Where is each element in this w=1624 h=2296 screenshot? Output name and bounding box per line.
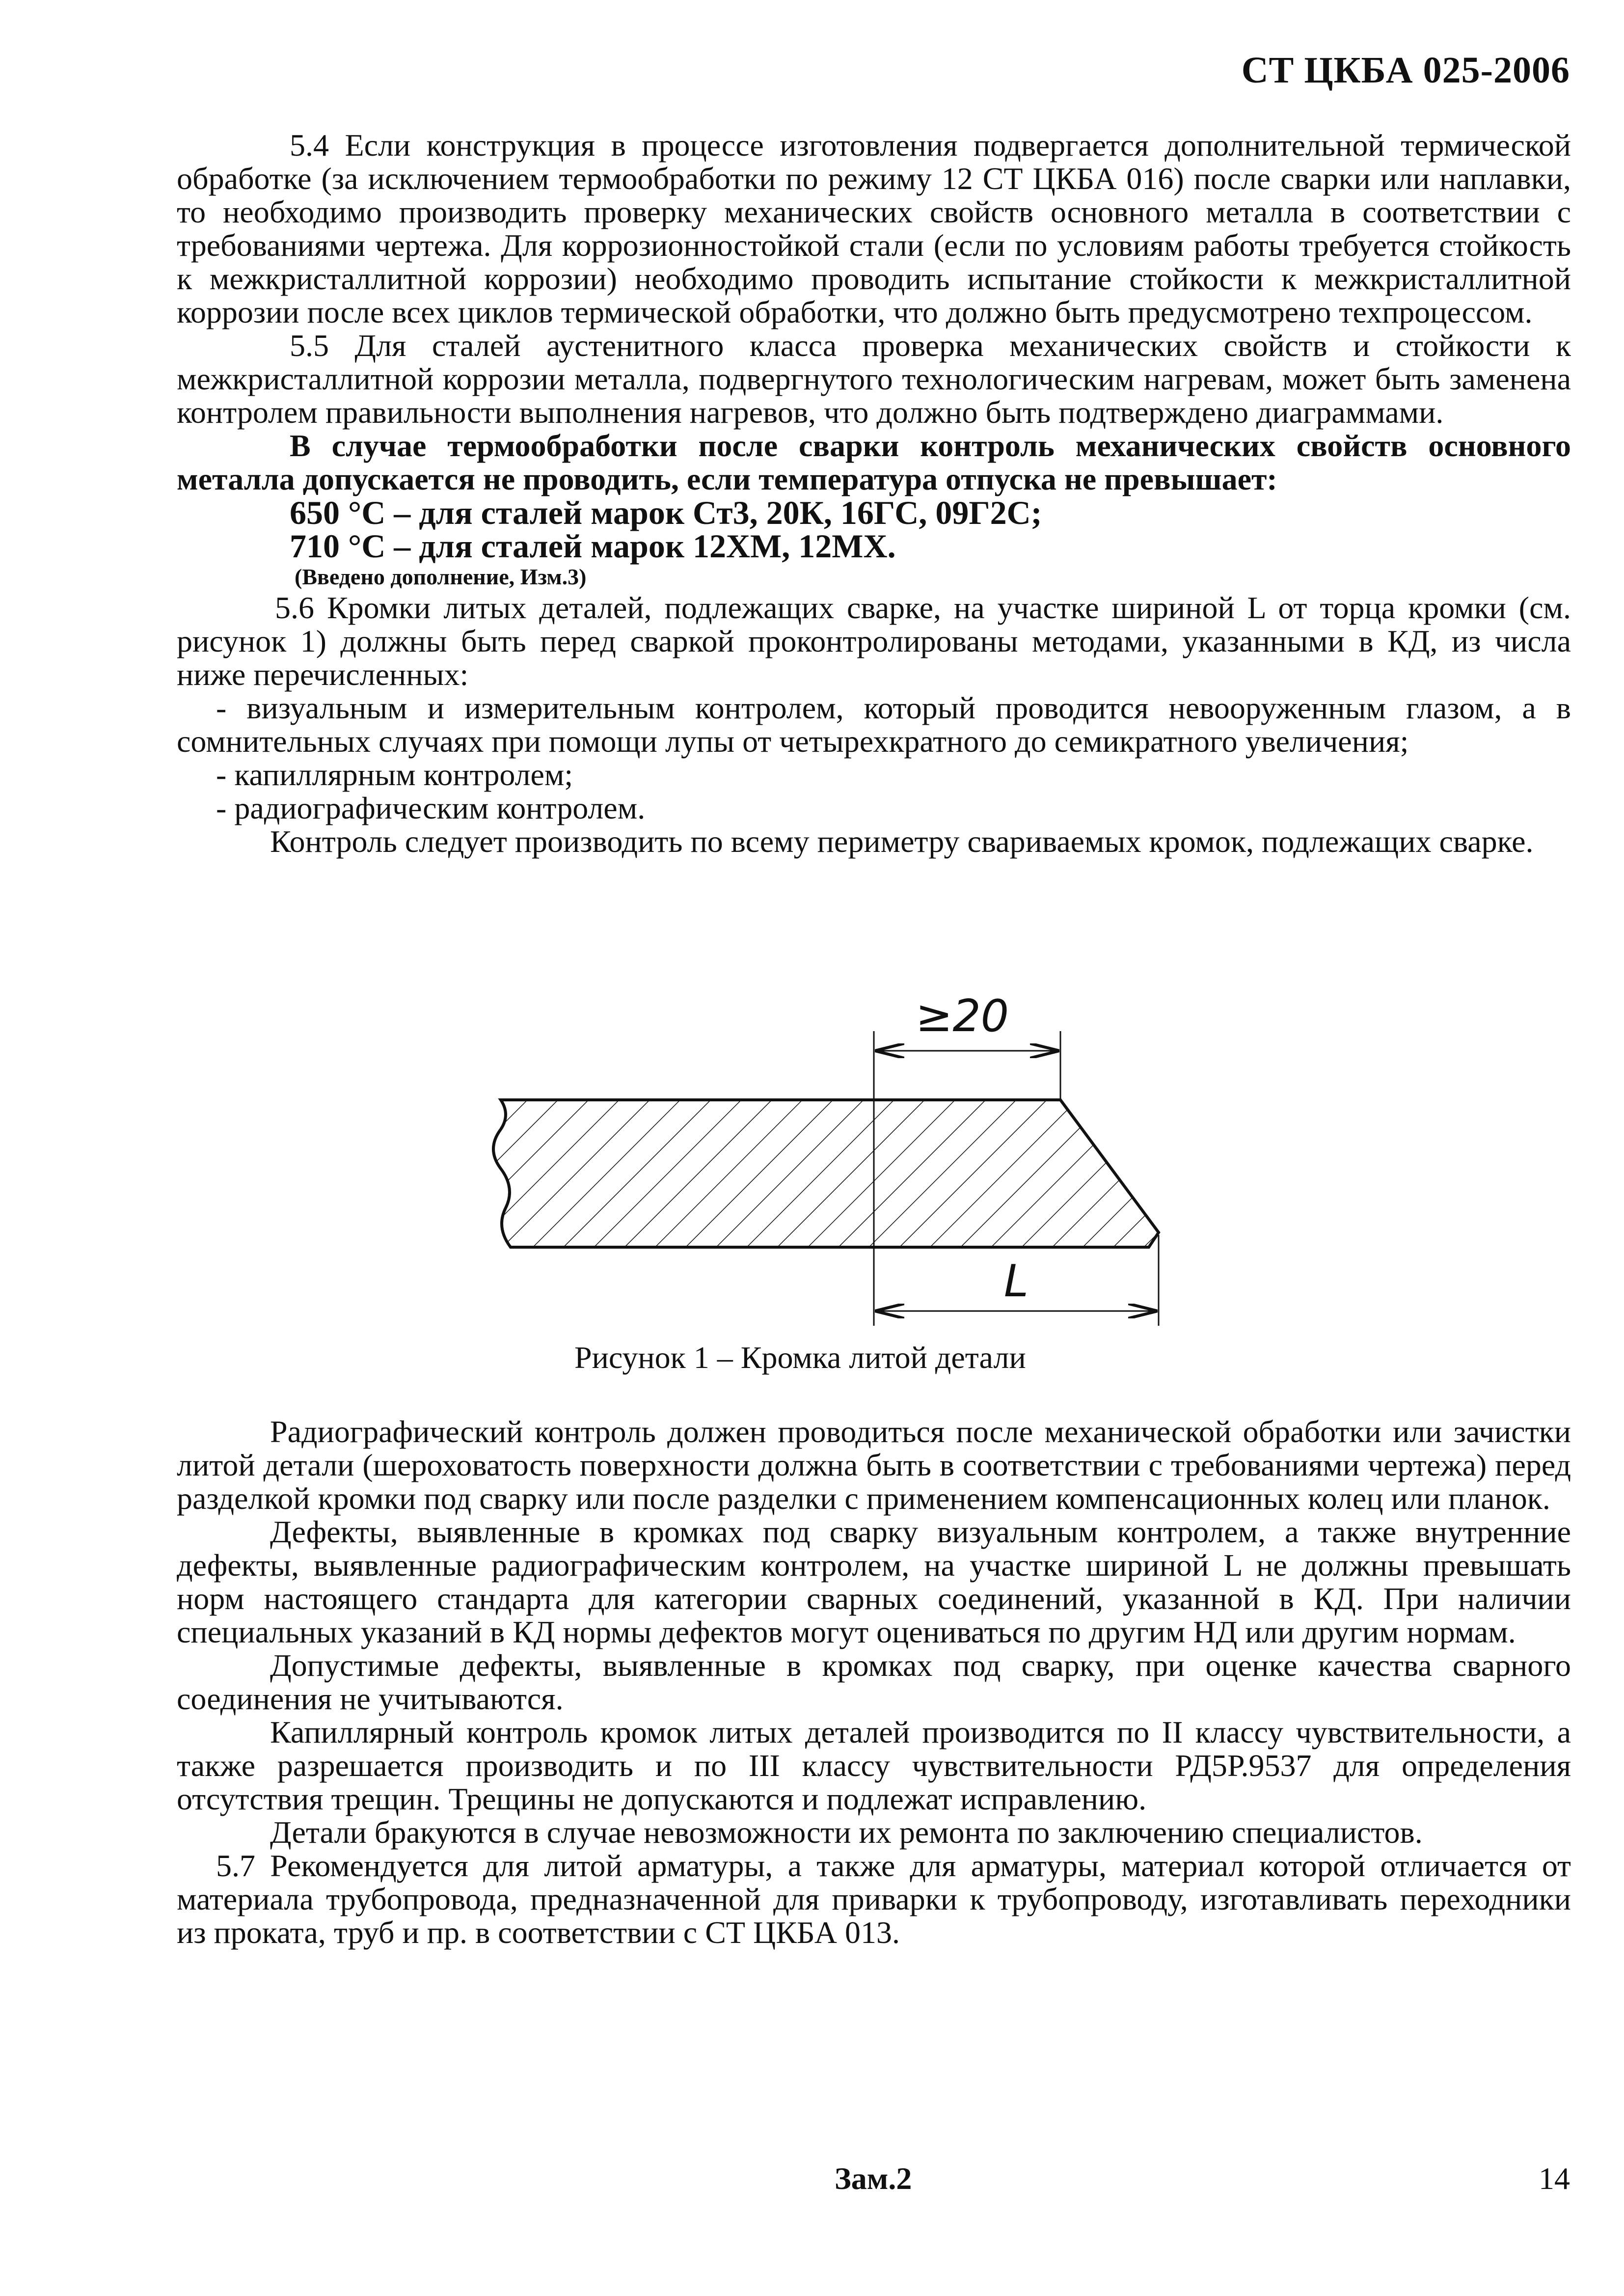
dimension-label-L: L xyxy=(1003,1256,1029,1307)
cast-part-section xyxy=(493,1100,1159,1247)
paragraph-rejection: Детали бракуются в случае невозможности их ремонта по заключению специалистов. xyxy=(270,1815,1423,1850)
amendment-note: (Введено дополнение, Изм.3) xyxy=(295,564,587,589)
paragraph-defects: Дефекты, выявленные в кромках под сварку визуальным контролем, а также внутренние дефекты, выявленные радиографическим контролем, на участке шириной L не должны превышать норм настоящего стандарта для категории сварных соединений, указанной в КД. При наличии специальных указаний в КД нормы дефектов могут оцениваться по другим НД или другим нормам. xyxy=(177,1514,1571,1649)
temperature-line-650: 650 °С – для сталей марок Ст3, 20К, 16ГС, 09Г2С; xyxy=(290,494,1042,531)
figure-caption: Рисунок 1 – Кромка литой детали xyxy=(574,1340,1026,1375)
change-mark: Зам.2 xyxy=(835,2161,912,2196)
document-code: СТ ЦКБА 025-2006 xyxy=(1241,50,1570,91)
paragraph-admissible: Допустимые дефекты, выявленные в кромках под сварку, при оценке качества сварного соединения не учитываются. xyxy=(177,1648,1571,1716)
paragraph-capillary: Капиллярный контроль кромок литых деталей производится по II классу чувствительности, а также разрешается производить и по III классу чувствительности РД5Р.9537 для определения отсутствия трещин. Трещины не допускаются и подлежат исправлению. xyxy=(177,1715,1571,1816)
figure-cast-edge xyxy=(471,972,1208,1355)
dimension-label-top: ≥20 xyxy=(916,990,1009,1042)
paragraph-control: Контроль следует производить по всему периметру свариваемых кромок, подлежащих сварке. xyxy=(270,824,1534,859)
text-block-bottom xyxy=(177,1415,1571,1949)
paragraph-5-5: 5.5 Для сталей аустенитного класса проверка механических свойств и стойкости к межкристаллитной коррозии металла, подвергнутого технологическим нагревам, может быть заменена контролем правильности выполнения нагревов, что должно быть подтверждено диаграммами. xyxy=(177,328,1571,430)
list-item-capillary: - капиллярным контролем; xyxy=(216,757,573,792)
paragraph-5-5-bold: В случае термообработки после сварки контроль механических свойств основного металла допускается не проводить, если температура отпуска не превышает: xyxy=(177,428,1571,496)
temperature-line-710: 710 °С – для сталей марок 12ХМ, 12МХ. xyxy=(290,527,896,565)
list-item-radiographic: - радиографическим контролем. xyxy=(216,791,646,825)
paragraph-5-4: 5.4 Если конструкция в процессе изготовления подвергается дополнительной термической обработке (за исключением термообработки по режиму 12 СТ ЦКБА 016) после сварки или наплавки, то необходимо производить проверку механических свойств основного металла в соответствии с требованиями чертежа. Для коррозионностойкой стали (если по условиям работы требуется стойкость к межкристаллитной коррозии) необходимо проводить испытание стойкости к межкристаллитной коррозии после всех циклов термической обработки, что должно быть предусмотрено техпроцессом. xyxy=(177,128,1571,329)
page-number: 14 xyxy=(1539,2161,1570,2196)
paragraph-5-7: 5.7 Рекомендуется для литой арматуры, а также для арматуры, материал которой отличается от материала трубопровода, предназначенной для приварки к трубопроводу, изготавливать переходники из проката, труб и пр. в соответствии с СТ ЦКБА 013. xyxy=(177,1848,1571,1950)
paragraph-5-6: 5.6 Кромки литых деталей, подлежащих сварке, на участке шириной L от торца кромки (см. рисунок 1) должны быть перед сваркой проконтролированы методами, указанными в КД, из числа ниже перечисленных: xyxy=(177,590,1571,692)
paragraph-radiographic: Радиографический контроль должен проводиться после механической обработки или зачистки литой детали (шероховатость поверхности должна быть в соответствии с требованиями чертежа) перед разделкой кромки под сварку или после разделки с применением компенсационных колец или планок. xyxy=(177,1414,1571,1516)
text-block-top xyxy=(177,129,1571,858)
list-item-visual: - визуальным и измерительным контролем, который проводится невооруженным глазом, а в сомнительных случаях при помощи лупы от четырехкратного до семикратного увеличения; xyxy=(177,690,1571,759)
